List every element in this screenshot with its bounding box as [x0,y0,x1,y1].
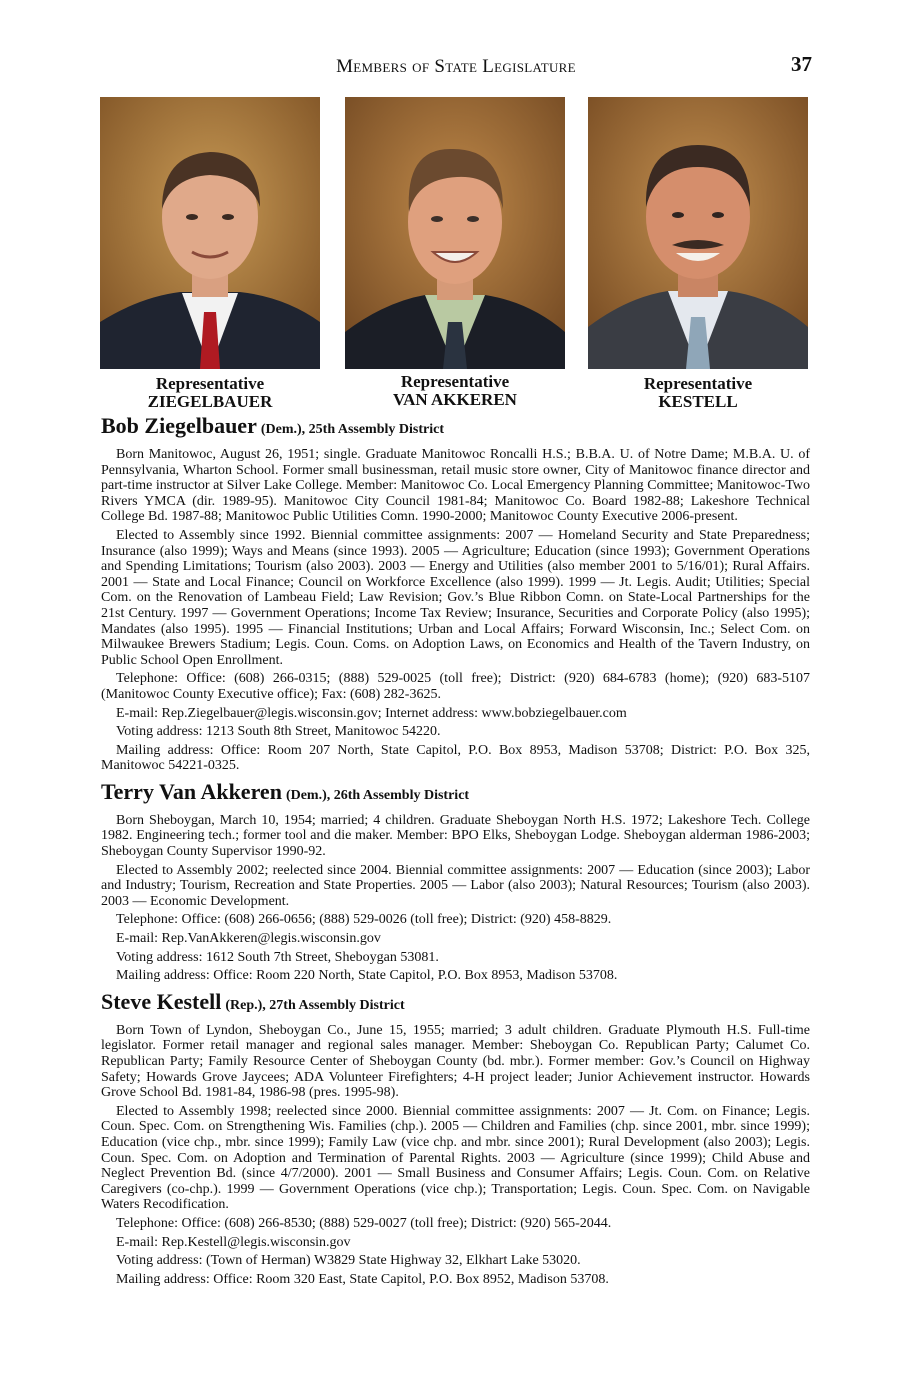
member-kestell [101,990,810,1288]
committee-assignments: Elected to Assembly since 1992. Biennial committee assignments: 2007 — Homeland Security and State Preparedness; Insurance (also 1999); Ways and Means (since 1993). 2005 — Agriculture; Education (since 1993); Government Operations and Spending Limitations; Tourism (also 2003). 2003 — Energy and Utilities (also member 2001 to 5/16/01); Rural Affairs. 2001 — State and Local Finance; Council on Workforce Excellence (also 1999). 1999 — Jt. Legis. Audit; Utilities; Special Com. on the Renovation of Lambeau Field; Law Revision; Gov.’s Blue Ribbon Comn. on State-Local Partnerships for the 21st Century. 1997 — Government Operations; Income Tax Review; Insurance, Securities and Corporate Policy (also 1995); Mandates (also 1995). 1995 — Financial Institutions; Urban and Local Affairs; Forward Wisconsin, Inc.; Select Com. on Milwaukee Brewers Stadium; Legis. Coun. Coms. on Adoption Laws, on Economics and Health of the Tavern Industry, on Public School Open Enrollment. [101,527,810,668]
member-ziegelbauer [101,414,810,774]
mailing-address: Mailing address: Office: Room 320 East, State Capitol, P.O. Box 8952, Madison 53708. [116,1271,609,1287]
telephone: Telephone: Office: (608) 266-8530; (888) 529-0027 (toll free); District: (920) 565-2044. [116,1215,612,1231]
member-party-district: (Dem.), 26th Assembly District [285,787,470,803]
email: E-mail: Rep.Kestell@legis.wisconsin.gov [116,1234,351,1250]
member-listings [101,414,810,1293]
caption-surname: ZIEGELBAUER [147,392,273,411]
member-heading [101,414,810,442]
telephone: Telephone: Office: (608) 266-0315; (888) 529-0025 (toll free); District: (920) 684-6783 (home); (920) 683-5107 (Manitowoc County Executive office); Fax: (608) 282-3625. [101,671,810,702]
committee-assignments: Elected to Assembly 1998; reelected since 2000. Biennial committee assignments: 2007 — Jt. Com. on Finance; Legis. Coun. Spec. Com. on Strengthening Wis. Families (chp.). 2005 — Children and Families (chp. since 2001, mbr. since 1999); Education (vice chp., mbr. since 1999); Family Law (vice chp. and mbr. since 2001); Rural Development (also 2003); Legis. Coun. Spec. Com. on Adoption and Termination of Parental Rights. 2003 — Agriculture (since 1999); Child Abuse and Neglect Prevention Bd. (since 4/7/2000). 2001 — Small Business and Consumer Affairs; Legis. Coun. Com. on Relative Caregivers (co-chp.). 1999 — Government Operations (vice chp.); Transportation; Legis. Coun. Spec. Com. on Navigable Waters Recodification. [101,1103,810,1213]
biography: Born Town of Lyndon, Sheboygan Co., June 15, 1955; married; 3 adult children. Graduate Plymouth H.S. Full-time legislator. Former retail manager and regional sales manager. Member: Sheboygan Co. Republican Party; Calumet Co. Republican Party; Family Resource Center of Sheboygan County (bd. mbr.). Former member: Gov.’s Council on Highway Safety; Howards Grove Jaycees; ADA Volunteer Firefighters; 4-H project leader; Junior Achievement instructor. Howards Grove School Bd. 1981-84, 1986-98 (pres. 1995-98). [101,1022,810,1101]
voting-address: Voting address: (Town of Herman) W3829 State Highway 32, Elkhart Lake 53020. [116,1253,581,1269]
mailing-address: Mailing address: Office: Room 207 North, State Capitol, P.O. Box 8953, Madison 53708; District: P.O. Box 325, Manitowoc 54221-0325. [101,742,810,774]
email: E-mail: Rep.VanAkkeren@legis.wisconsin.gov [116,931,381,947]
committee-assignments: Elected to Assembly 2002; reelected since 2004. Biennial committee assignments: 2007 — Education (since 2003); Labor and Industry; Tourism, Recreation and State Properties. 2005 — Labor (also 2003); Natural Resources; Tourism (also 2003). 2003 — Economic Development. [101,862,810,909]
caption-kestell [588,375,808,411]
member-heading [101,990,810,1018]
mailing-address: Mailing address: Office: Room 220 North, State Capitol, P.O. Box 8953, Madison 53708. [116,968,618,984]
portrait-kestell [588,97,808,369]
caption-surname: VAN AKKEREN [393,390,517,409]
voting-address: Voting address: 1213 South 8th Street, Manitowoc 54220. [116,724,441,740]
voting-address: Voting address: 1612 South 7th Street, Sheboygan 53081. [116,949,439,965]
caption-title: Representative [155,374,265,393]
member-name: Terry Van Akkeren [101,778,282,804]
portrait-ziegelbauer [100,97,320,369]
telephone: Telephone: Office: (608) 266-0656; (888) 529-0026 (toll free); District: (920) 458-8829. [116,912,612,928]
caption-title: Representative [400,372,510,391]
caption-ziegelbauer [100,375,320,411]
portrait-van-akkeren [345,97,565,369]
member-name: Steve Kestell [101,988,222,1014]
caption-van-akkeren [345,373,565,409]
member-heading [101,780,810,808]
member-party-district: (Rep.), 27th Assembly District [225,997,405,1013]
biography: Born Sheboygan, March 10, 1954; married; 4 children. Graduate Sheboygan North H.S. 1972; Lakeshore Tech. College 1982. Engineering tech.; former tool and die maker. Member: BPO Elks, Sheboygan Lodge. Sheboygan alderman 1986-2003; Sheboygan County Supervisor 1990-92. [101,812,810,860]
biography: Born Manitowoc, August 26, 1951; single. Graduate Manitowoc Roncalli H.S.; B.B.A. U. of Notre Dame; M.B.A. U. of Pennsylvania, Wharton School. Former small businessman, retail music store owner, City of Manitowoc finance director and part-time instructor at Silver Lake College. Member: Manitowoc Co. Local Emergency Planning Committee; Manitowoc-Two Rivers YMCA (dir. 1989-95). Manitowoc City Council 1981-84; Manitowoc Co. Board 1982-88; Lakeshore Technical College Bd. 1987-88; Manitowoc Public Utilities Comn. 1990-2000; Manitowoc County Executive 2006-present. [101,447,810,525]
member-van-akkeren [101,780,810,984]
member-party-district: (Dem.), 25th Assembly District [260,422,444,437]
email: E-mail: Rep.Ziegelbauer@legis.wisconsin.gov; Internet address: www.bobziegelbauer.com [116,705,627,721]
running-header [100,52,812,84]
running-title: Members of State Legislature [336,56,576,77]
member-name: Bob Ziegelbauer [101,413,257,438]
page-number: 37 [791,52,812,76]
caption-title: Representative [643,374,753,393]
caption-surname: KESTELL [658,392,738,411]
